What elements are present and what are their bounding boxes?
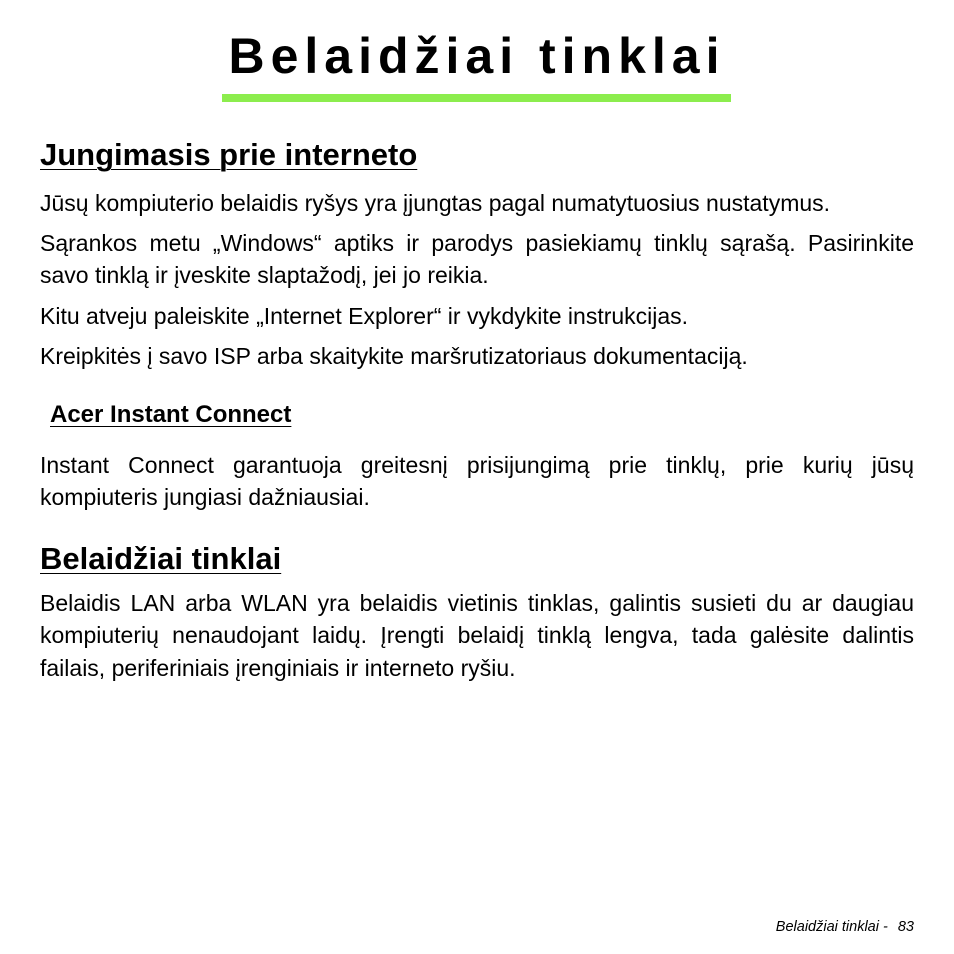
paragraph: Jūsų kompiuterio belaidis ryšys yra įjungtas pagal numatytuosius nustatymus.	[40, 190, 831, 216]
paragraph: Kitu atveju paleiskite „Internet Explorer“ ir vykdykite instrukcijas.	[40, 302, 689, 329]
title-underline-bar	[222, 94, 731, 102]
footer-section-name: Belaidžiai tinklai -	[775, 919, 888, 935]
footer-page-number: 83	[897, 919, 914, 935]
section-heading-wireless: Belaidžiai tinklai	[40, 540, 282, 576]
paragraph: Kreipkitės į savo ISP arba skaitykite maršrutizatoriaus dokumentaciją.	[40, 343, 748, 369]
paragraph: Sąrankos metu „Windows“ aptiks ir parodys pasiekiamų tinklų sąrašą. Pasirinkite savo tinklą ir įveskite slaptažodį, jei jo reikia.	[40, 229, 914, 288]
page-content	[40, 130, 914, 684]
chapter-title: Belaidžiai tinklai	[228, 28, 726, 84]
paragraph: Belaidis LAN arba WLAN yra belaidis vietinis tinklas, galintis susieti du ar daugiau kompiuterių nenaudojant laidų. Įrengti belaidį tinklą lengva, tada galėsite dalintis failais, periferiniais įrenginiais ir interneto ryšiu.	[40, 589, 914, 681]
paragraph: Instant Connect garantuoja greitesnį prisijungimą prie tinklų, prie kurių jūsų kompiuteris jungiasi dažniausiai.	[40, 451, 914, 510]
subsection-heading-instant-connect: Acer Instant Connect	[50, 400, 292, 428]
section-heading-internet: Jungimasis prie interneto	[40, 137, 418, 172]
page-footer	[776, 918, 914, 936]
